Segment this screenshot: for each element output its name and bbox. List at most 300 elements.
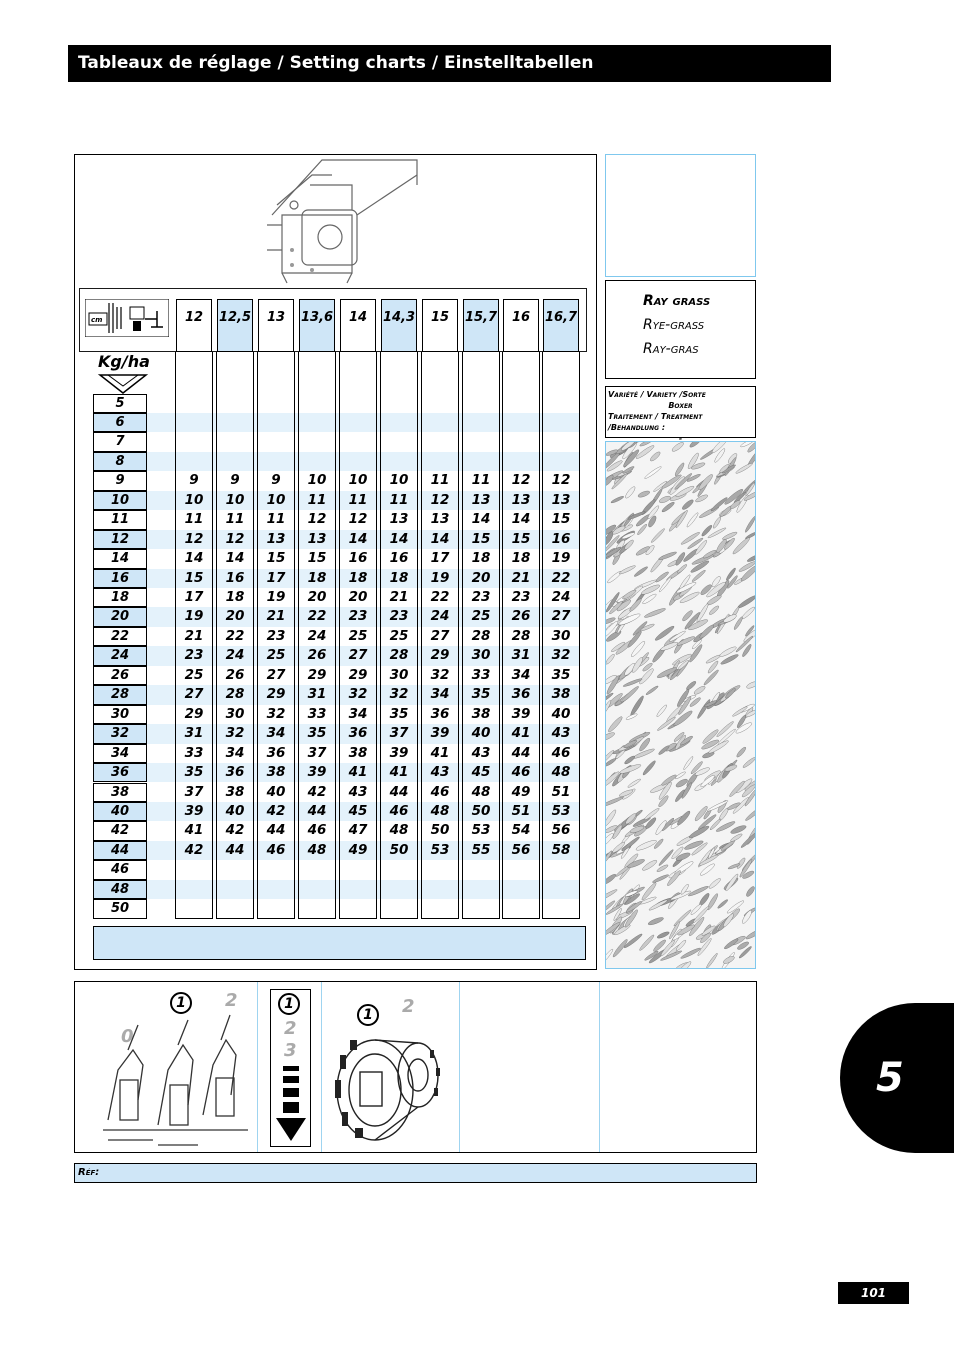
table-cell: 10 (225, 491, 245, 508)
seed-grain (629, 695, 645, 717)
reference-label: Réf: (78, 1167, 100, 1178)
table-cell: 53 (430, 841, 450, 858)
row-label: 12 (93, 530, 147, 549)
table-cell: 41 (184, 822, 204, 839)
table-cell: 46 (307, 822, 327, 839)
step-2-marker: 2 (284, 1018, 297, 1039)
table-cell: 9 (189, 472, 199, 489)
table-cell: 38 (225, 783, 245, 800)
table-cell: 44 (225, 841, 245, 858)
row-label: 40 (93, 802, 147, 821)
seed-grain (605, 809, 617, 828)
row-label: 46 (93, 860, 147, 879)
table-cell: 9 (271, 472, 281, 489)
seed-grain (633, 566, 648, 578)
table-cell: 27 (266, 666, 286, 683)
table-cell: 21 (184, 627, 204, 644)
seed-grain (605, 700, 612, 715)
seed-grain (736, 746, 748, 758)
table-cell: 47 (348, 822, 368, 839)
table-cell: 30 (225, 705, 245, 722)
row-label: 8 (93, 452, 147, 471)
seed-grain (658, 551, 677, 561)
panel-divider (257, 982, 258, 1152)
table-cell: 22 (551, 569, 571, 586)
table-cell: 12 (551, 472, 571, 489)
row-label: 28 (93, 685, 147, 704)
table-cell: 13 (511, 491, 531, 508)
seed-grain (741, 606, 756, 620)
table-cell: 27 (348, 647, 368, 664)
table-cell: 45 (348, 802, 368, 819)
seed-grain (708, 877, 722, 890)
table-cell: 15 (184, 569, 204, 586)
seed-grain (674, 462, 686, 477)
row-label: 44 (93, 841, 147, 860)
table-cell: 41 (348, 764, 368, 781)
row-label: 48 (93, 880, 147, 899)
table-cell: 35 (389, 705, 409, 722)
table-cell: 44 (266, 822, 286, 839)
table-cell: 26 (225, 666, 245, 683)
seed-grain (695, 493, 709, 503)
table-cell: 14 (225, 550, 245, 567)
table-cell: 32 (389, 686, 409, 703)
table-cell: 34 (225, 744, 245, 761)
seed-grain (724, 873, 739, 892)
table-cell: 46 (389, 802, 409, 819)
table-cell: 11 (471, 472, 491, 489)
table-cell: 17 (184, 589, 204, 605)
table-cell: 14 (348, 530, 368, 547)
table-cell: 25 (266, 647, 286, 664)
table-cell: 23 (348, 608, 368, 625)
seed-grain (650, 528, 665, 544)
seed-grain (635, 839, 657, 852)
seed-grain (624, 755, 636, 765)
table-cell: 48 (389, 822, 409, 839)
table-cell: 15 (307, 550, 327, 567)
table-cell: 41 (389, 764, 409, 781)
variety-box (605, 386, 756, 443)
seed-grain (742, 756, 756, 769)
table-cell: 49 (348, 841, 368, 858)
table-cell: 32 (225, 725, 245, 742)
table-cell: 11 (307, 491, 327, 508)
table-cell: 25 (184, 666, 204, 683)
seed-grain (675, 778, 689, 789)
table-cell: 16 (348, 550, 368, 567)
table-cell: 39 (184, 802, 204, 819)
table-cell: 26 (307, 647, 327, 664)
table-cell: 10 (266, 491, 286, 508)
table-cell: 22 (430, 589, 450, 605)
table-cell: 12 (511, 472, 531, 489)
table-cell: 10 (184, 491, 204, 508)
table-cell: 50 (471, 802, 491, 819)
table-cell: 15 (551, 511, 571, 528)
table-cell: 18 (348, 569, 368, 586)
table-cell: 20 (471, 569, 491, 586)
seed-grain (688, 824, 710, 839)
table-cell: 16 (225, 569, 245, 586)
table-cell: 39 (389, 744, 409, 761)
crop-name-fr: Ray grass (643, 293, 711, 309)
table-cell: 53 (471, 822, 491, 839)
seed-grain (681, 498, 695, 511)
table-cell: 34 (266, 725, 286, 742)
seed-grain (618, 564, 636, 575)
seed-grain (735, 721, 753, 735)
table-cell: 43 (430, 764, 450, 781)
step-2-marker: 2 (402, 996, 415, 1017)
gear-wheel-illustration (330, 1020, 455, 1148)
table-cell: 43 (551, 725, 571, 742)
table-cell: 40 (551, 705, 571, 722)
row-label: 7 (93, 432, 147, 451)
seed-grain (735, 635, 754, 653)
table-cell: 19 (551, 550, 571, 567)
table-cell: 11 (184, 511, 204, 528)
table-cell: 13 (266, 530, 286, 547)
seed-grain (656, 864, 669, 873)
table-cell: 44 (511, 744, 531, 761)
seed-grain (647, 916, 664, 926)
table-footer-bar (93, 926, 586, 960)
table-cell: 38 (348, 744, 368, 761)
table-cell: 36 (430, 705, 450, 722)
table-cell: 22 (225, 627, 245, 644)
seed-grain (683, 756, 694, 771)
seed-grain (612, 938, 629, 958)
reference-bar (74, 1163, 757, 1183)
table-cell: 46 (511, 764, 531, 781)
table-cell: 50 (389, 841, 409, 858)
seed-grain (607, 715, 624, 733)
table-cell: 40 (225, 802, 245, 819)
step-2-marker: 2 (225, 990, 238, 1011)
seed-grain (730, 824, 747, 835)
table-cell: 30 (551, 627, 571, 644)
panel-divider (321, 982, 322, 1152)
table-cell: 13 (430, 511, 450, 528)
table-cell: 27 (430, 627, 450, 644)
table-cell: 29 (184, 705, 204, 722)
table-cell: 18 (389, 569, 409, 586)
table-cell: 34 (511, 666, 531, 683)
table-cell: 40 (471, 725, 491, 742)
table-cell: 55 (471, 841, 491, 858)
column-header: 13 (258, 299, 294, 352)
crop-name-en: Rye-grass (643, 317, 705, 333)
step-1-marker: 1 (170, 992, 192, 1014)
treatment-value: - (678, 434, 683, 443)
seed-grain (605, 888, 618, 902)
table-cell: 32 (551, 647, 571, 664)
seed-grain (746, 680, 756, 689)
table-cell: 11 (348, 491, 368, 508)
table-cell: 44 (389, 783, 409, 800)
table-cell: 30 (471, 647, 491, 664)
table-cell: 11 (430, 472, 450, 489)
crop-name-de: Ray-gras (643, 341, 699, 357)
table-cell: 17 (430, 550, 450, 567)
table-cell: 11 (266, 511, 286, 528)
table-cell: 33 (184, 744, 204, 761)
column-header: 14 (340, 299, 376, 352)
seed-grain (717, 899, 729, 910)
seed-grain (605, 731, 616, 742)
row-label: 16 (93, 569, 147, 588)
table-cell: 58 (551, 841, 571, 858)
variety-label: Variété / Variety /Sorte (608, 390, 706, 399)
seed-grain (693, 685, 706, 696)
row-label: 50 (93, 899, 147, 918)
row-label: 22 (93, 627, 147, 646)
table-cell: 24 (551, 589, 571, 605)
table-cell: 54 (511, 822, 531, 839)
table-cell: 29 (348, 666, 368, 683)
row-label: 34 (93, 744, 147, 763)
table-cell: 51 (511, 802, 531, 819)
table-cell: 23 (266, 627, 286, 644)
row-label: 36 (93, 763, 147, 782)
table-cell: 23 (511, 589, 531, 605)
seed-photo (605, 441, 756, 969)
seed-grain (642, 760, 657, 777)
table-cell: 13 (307, 530, 327, 547)
table-cell: 56 (551, 822, 571, 839)
decrease-arrow-icon (273, 1062, 309, 1144)
table-cell: 39 (430, 725, 450, 742)
seed-grain (722, 955, 735, 965)
table-cell: 12 (430, 491, 450, 508)
seed-grain (605, 832, 615, 848)
seed-grain (605, 474, 615, 487)
table-cell: 21 (389, 589, 409, 605)
table-cell: 14 (471, 511, 491, 528)
table-cell: 19 (266, 589, 286, 605)
crop-photo-placeholder (605, 154, 756, 277)
column-header: 16,7 (543, 299, 579, 352)
table-cell: 10 (348, 472, 368, 489)
seed-grain (605, 796, 624, 808)
table-cell: 56 (511, 841, 531, 858)
row-label: 20 (93, 607, 147, 626)
table-cell: 11 (389, 491, 409, 508)
row-label: 42 (93, 821, 147, 840)
table-cell: 35 (471, 686, 491, 703)
seed-grain (620, 685, 640, 703)
panel-divider (599, 982, 600, 1152)
seed-grain (644, 607, 667, 619)
seed-grain (605, 653, 616, 665)
unit-label: Kg/ha (98, 352, 150, 371)
step-1-marker: 1 (278, 993, 300, 1015)
table-cell: 12 (184, 530, 204, 547)
table-cell: 35 (551, 666, 571, 683)
seed-drill-hopper-illustration (252, 155, 427, 285)
table-cell: 16 (389, 550, 409, 567)
table-cell: 28 (511, 627, 531, 644)
table-cell: 31 (184, 725, 204, 742)
table-cell: 15 (471, 530, 491, 547)
table-cell: 41 (511, 725, 531, 742)
seed-grain (671, 441, 685, 453)
table-cell: 49 (511, 783, 531, 800)
seed-grain (619, 763, 642, 775)
table-cell: 48 (307, 841, 327, 858)
table-cell: 9 (230, 472, 240, 489)
panel-divider (459, 982, 460, 1152)
column-header: 15 (422, 299, 458, 352)
table-cell: 24 (225, 647, 245, 664)
seed-grain (744, 806, 756, 821)
table-cell: 42 (307, 783, 327, 800)
table-cell: 28 (389, 647, 409, 664)
table-cell: 42 (266, 802, 286, 819)
table-cell: 20 (307, 589, 327, 605)
table-cell: 48 (471, 783, 491, 800)
table-cell: 17 (266, 569, 286, 586)
seed-grain (637, 490, 650, 499)
table-cell: 21 (511, 569, 531, 586)
table-cell: 46 (551, 744, 571, 761)
seed-grain (745, 885, 756, 897)
row-label: 11 (93, 510, 147, 529)
seed-grain (705, 953, 718, 969)
row-label: 18 (93, 588, 147, 607)
seed-grain (658, 495, 671, 504)
row-label: 9 (93, 471, 147, 490)
table-cell: 48 (430, 802, 450, 819)
table-cell: 12 (348, 511, 368, 528)
table-cell: 15 (511, 530, 531, 547)
column-header: 13,6 (299, 299, 335, 352)
row-label: 5 (93, 394, 147, 413)
seed-grain (628, 598, 642, 613)
table-cell: 36 (266, 744, 286, 761)
column-header: 14,3 (381, 299, 417, 352)
table-cell: 13 (389, 511, 409, 528)
table-cell: 13 (471, 491, 491, 508)
table-cell: 42 (225, 822, 245, 839)
seed-grain (656, 931, 670, 940)
table-cell: 36 (348, 725, 368, 742)
table-cell: 37 (389, 725, 409, 742)
table-cell: 34 (348, 705, 368, 722)
table-cell: 38 (471, 705, 491, 722)
table-cell: 36 (511, 686, 531, 703)
table-cell: 43 (348, 783, 368, 800)
table-cell: 33 (307, 705, 327, 722)
table-cell: 19 (430, 569, 450, 586)
table-cell: 50 (430, 822, 450, 839)
table-cell: 13 (551, 491, 571, 508)
table-cell: 53 (551, 802, 571, 819)
seed-grain (745, 928, 756, 940)
seed-grain (741, 909, 754, 925)
page-title: Tableaux de réglage / Setting charts / Einstelltabellen (68, 45, 831, 82)
table-cell: 18 (225, 589, 245, 605)
table-cell: 10 (389, 472, 409, 489)
table-cell: 28 (471, 627, 491, 644)
seed-grain (627, 778, 641, 789)
seed-grain (605, 948, 614, 965)
table-cell: 23 (471, 589, 491, 605)
table-cell: 29 (430, 647, 450, 664)
page-number: 101 (838, 1282, 909, 1304)
table-cell: 10 (307, 472, 327, 489)
table-cell: 32 (266, 705, 286, 722)
table-cell: 48 (551, 764, 571, 781)
table-cell: 34 (430, 686, 450, 703)
seed-grain (708, 605, 720, 616)
step-0-marker: 0 (121, 1026, 134, 1047)
table-cell: 31 (511, 647, 531, 664)
table-cell: 29 (307, 666, 327, 683)
row-label: 30 (93, 705, 147, 724)
table-cell: 46 (266, 841, 286, 858)
table-cell: 19 (184, 608, 204, 625)
seed-grain (666, 869, 682, 887)
table-cell: 15 (266, 550, 286, 567)
row-label: 26 (93, 666, 147, 685)
table-cell: 11 (225, 511, 245, 528)
seed-grain (735, 462, 753, 475)
table-cell: 18 (307, 569, 327, 586)
step-3-marker: 3 (284, 1040, 297, 1061)
seed-grain (685, 680, 697, 691)
table-cell: 41 (430, 744, 450, 761)
table-cell: 14 (184, 550, 204, 567)
table-cell: 32 (430, 666, 450, 683)
table-cell: 38 (266, 764, 286, 781)
seed-grain (700, 774, 716, 788)
table-cell: 25 (348, 627, 368, 644)
table-cell: 33 (471, 666, 491, 683)
table-cell: 38 (551, 686, 571, 703)
seed-grain (649, 450, 661, 462)
table-cell: 31 (307, 686, 327, 703)
row-label: 6 (93, 413, 147, 432)
table-cell: 14 (389, 530, 409, 547)
row-label: 32 (93, 724, 147, 743)
seed-grain (705, 654, 721, 665)
table-cell: 26 (511, 608, 531, 625)
table-cell: 51 (551, 783, 571, 800)
row-label: 14 (93, 549, 147, 568)
table-cell: 27 (184, 686, 204, 703)
table-cell: 36 (225, 764, 245, 781)
crop-name-box (605, 280, 756, 379)
column-header: 16 (503, 299, 539, 352)
table-cell: 37 (307, 744, 327, 761)
step-1-marker: 1 (357, 1004, 379, 1026)
table-cell: 39 (307, 764, 327, 781)
column-header: 12,5 (217, 299, 253, 352)
table-cell: 14 (430, 530, 450, 547)
table-cell: 18 (471, 550, 491, 567)
table-cell: 16 (551, 530, 571, 547)
table-cell: 32 (348, 686, 368, 703)
row-label: 38 (93, 783, 147, 802)
seed-grain (639, 896, 657, 905)
column-header: 12 (176, 299, 212, 352)
seed-grain (645, 685, 659, 696)
seed-grain (716, 720, 735, 738)
table-cell: 28 (225, 686, 245, 703)
